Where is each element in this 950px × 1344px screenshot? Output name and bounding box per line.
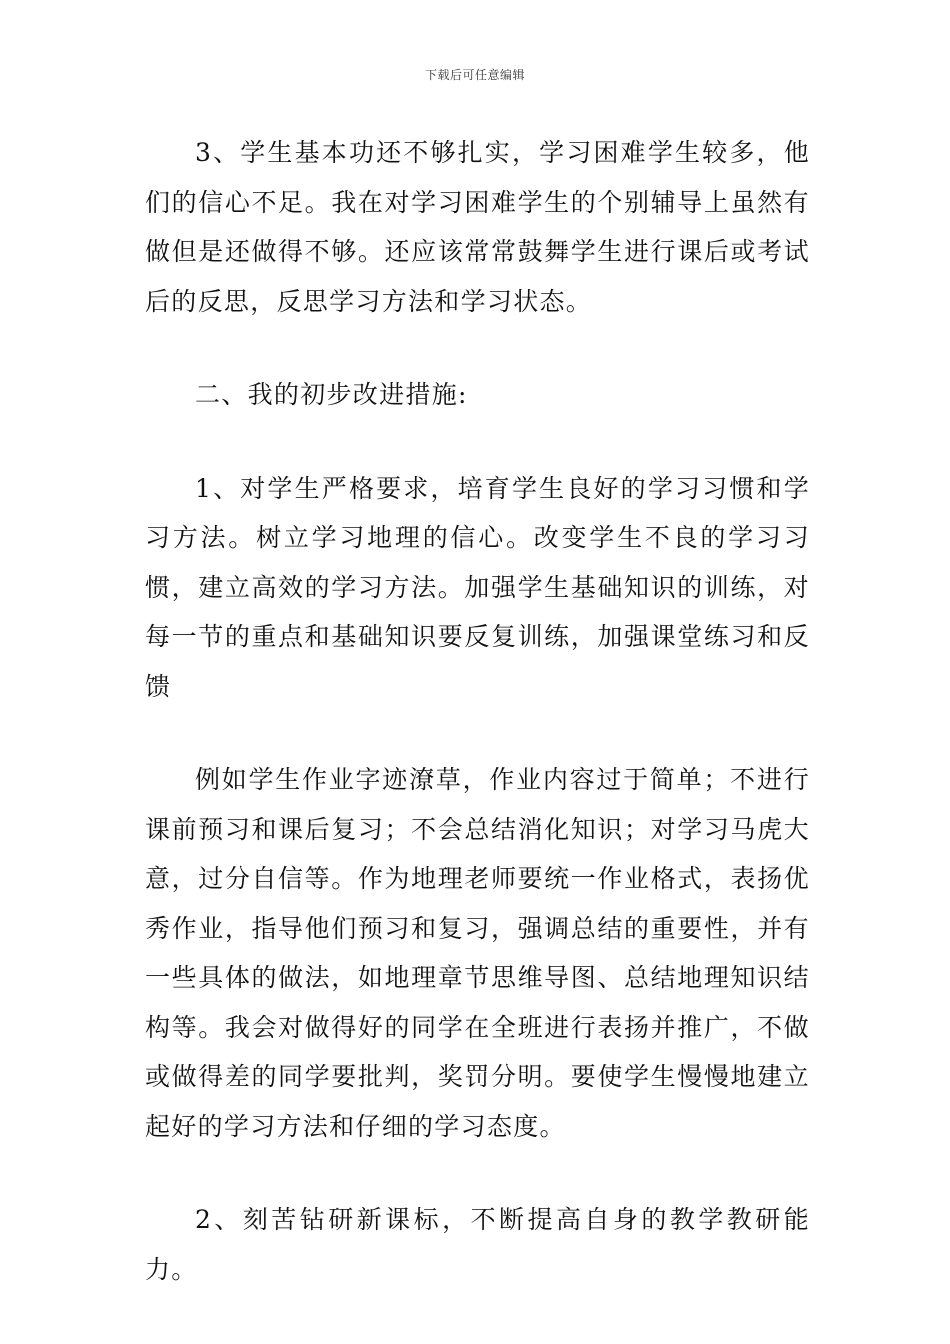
paragraph-examples: 例如学生作业字迹潦草，作业内容过于简单；不进行课前预习和课后复习；不会总结消化知识；对学习马虎大意，过分自信等。作为地理老师要统一作业格式，表扬优秀作业，指导他们预习和复习，强调总结的重要性，并有一些具体的做法，如地理章节思维导图、总结地理知识结构等。我会对做得好的同学在全班进行表扬并推广，不做或做得差的同学要批判，奖罚分明。要使学生慢慢地建立起好的学习方法和仔细的学习态度。 xyxy=(145,765,810,1141)
page-header: 下载后可任意编辑 xyxy=(424,68,525,82)
paragraph-student-foundation: 3、学生基本功还不够扎实，学习困难学生较多，他们的信心不足。我在对学习困难学生的个别辅导上虽然有做但是还做得不够。还应该常常鼓舞学生进行课后或考试后的反思，反思学习方法和学习状态。 xyxy=(145,138,810,316)
paragraph-gap xyxy=(145,711,810,755)
paragraph-gap xyxy=(145,1151,810,1195)
paragraph-gap xyxy=(145,420,810,464)
paragraph-strict-requirements: 1、对学生严格要求，培育学生良好的学习习惯和学习方法。树立学习地理的信心。改变学生不良的学习习惯，建立高效的学习方法。加强学生基础知识的训练，对每一节的重点和基础知识要反复训练，加强课堂练习和反馈 xyxy=(145,473,810,701)
section-heading-improvement-measures: 二、我的初步改进措施: xyxy=(195,380,468,409)
paragraph-gap xyxy=(145,326,810,370)
paragraph-curriculum-study: 2、刻苦钻研新课标，不断提高自身的教学教研能力。 xyxy=(145,1205,810,1284)
document-body xyxy=(145,128,810,1294)
